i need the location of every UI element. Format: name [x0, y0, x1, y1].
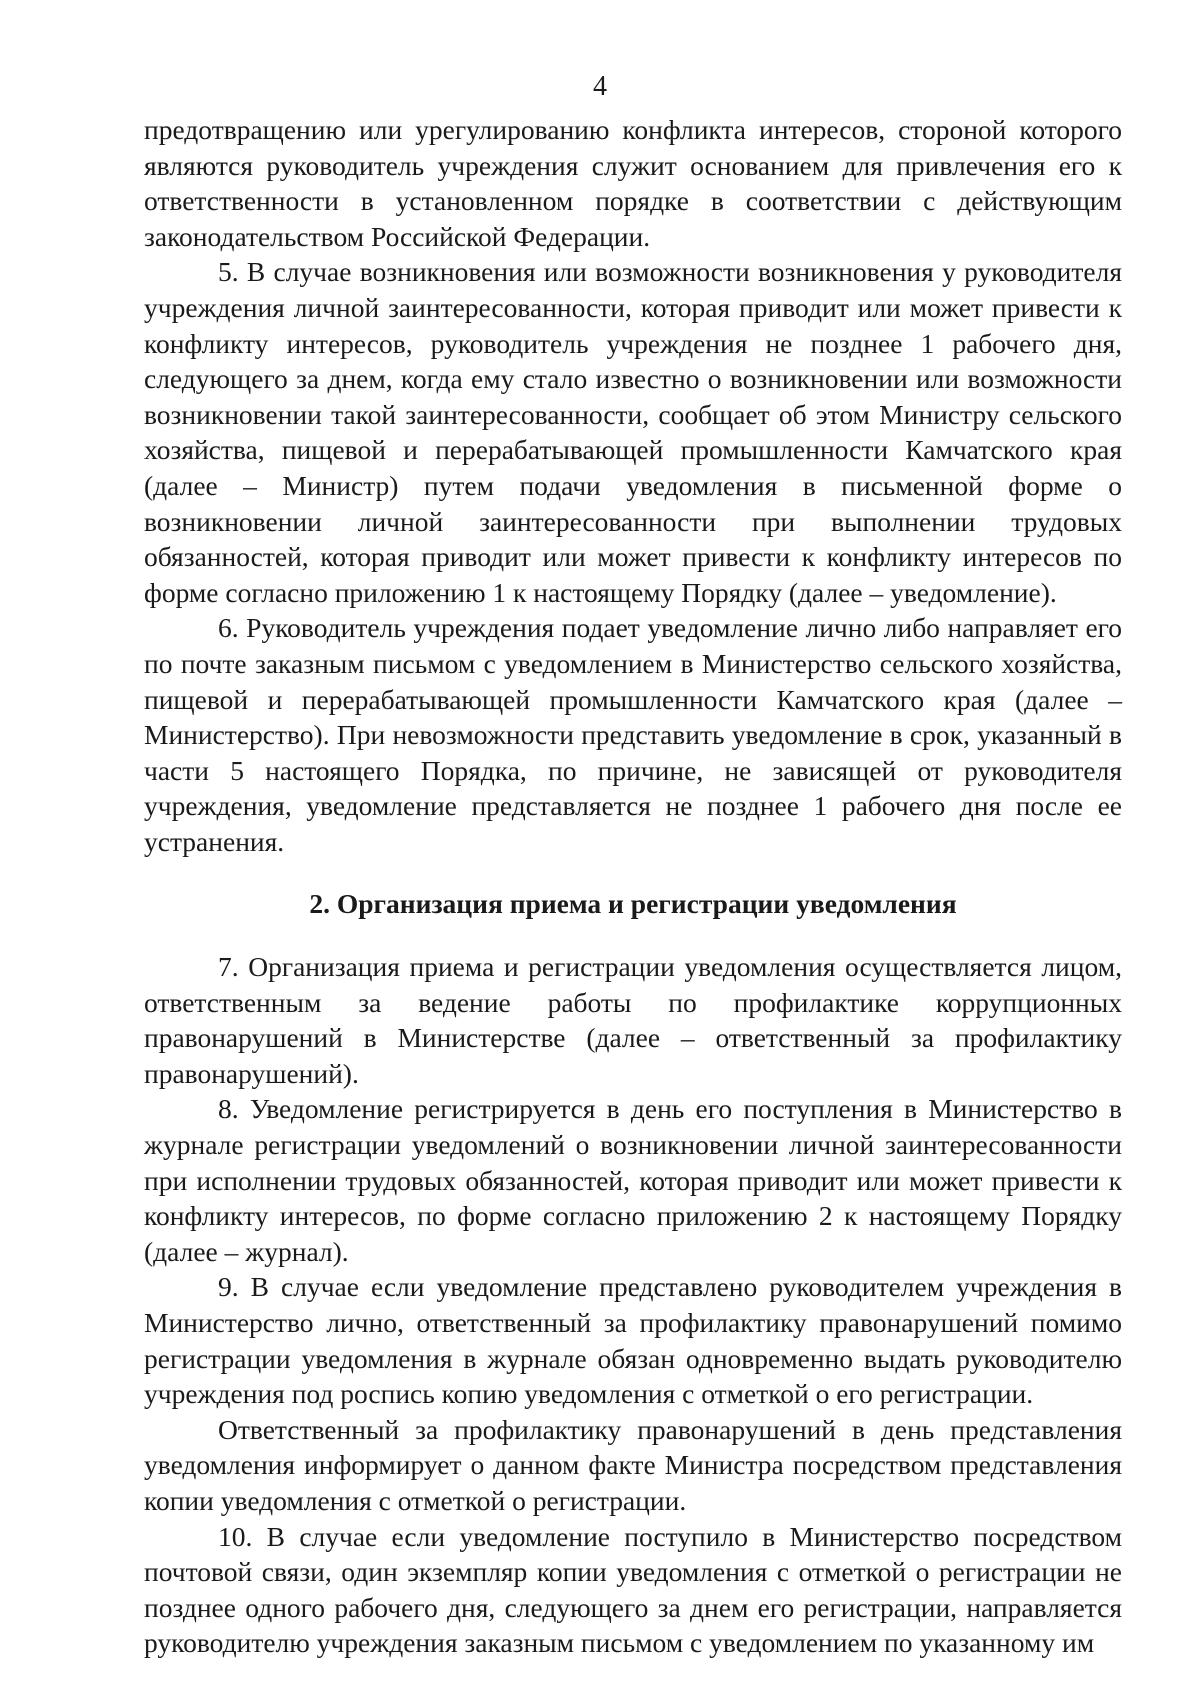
document-body	[144, 112, 1122, 1661]
paragraph-7: 7. Организация приема и регистрации уведомления осуществляется лицом, ответственным за ведение работы по профилактике коррупционных правонарушений в Министерстве (далее – ответственный за профилактику правонарушений).	[144, 951, 1122, 1089]
paragraph-10: 10. В случае если уведомление поступило в Министерство посредством почтовой связи, один экземпляр копии уведомления с отметкой о регистрации не позднее одного рабочего дня, следующего за днем его регистрации, направляется руководителю учреждения заказным письмом с уведомлением по указанному им	[144, 1520, 1122, 1659]
paragraph-9: 9. В случае если уведомление представлено руководителем учреждения в Министерство лично, ответственный за профилактику правонарушений помимо регистрации уведомления в журнале обязан одновременно выдать руководителю учреждения под роспись копию уведомления с отметкой о его регистрации.	[144, 1271, 1122, 1410]
paragraph-continuation: предотвращению или урегулированию конфликта интересов, стороной которого являются руководитель учреждения служит основанием для привлечения его к ответственности в установленном порядке в соответствии с действующим законодательством Российской Федерации.	[144, 114, 1122, 252]
section-heading: 2. Организация приема и регистрации уведомления	[309, 888, 957, 920]
paragraph-5: 5. В случае возникновения или возможности возникновения у руководителя учреждения личной заинтересованности, которая приводит или может привести к конфликту интересов, руководитель учреждения не позднее 1 рабочего дня, следующего за днем, когда ему стало известно о возникновении или возможности возникновении такой заинтересованности, сообщает об этом Министру сельского хозяйства, пищевой и перерабатывающей промышленности Камчатского края (далее – Министр) путем подачи уведомления в письменной форме о возникновении личной заинтересованности при выполнении трудовых обязанностей, которая приводит или может привести к конфликту интересов по форме согласно приложению 1 к настоящему Порядку (далее – уведомление).	[144, 256, 1122, 608]
page-number: 4	[593, 71, 607, 102]
paragraph-8: 8. Уведомление регистрируется в день его поступления в Министерство в журнале регистрации уведомлений о возникновении личной заинтересованности при исполнении трудовых обязанностей, которая приводит или может привести к конфликту интересов, по форме согласно приложению 2 к настоящему Порядку (далее – журнал).	[144, 1093, 1122, 1267]
paragraph-9-continued: Ответственный за профилактику правонарушений в день представления уведомления информирует о данном факте Министра посредством представления копии уведомления с отметкой о регистрации.	[144, 1413, 1122, 1516]
paragraph-6: 6. Руководитель учреждения подает уведомление лично либо направляет его по почте заказным письмом с уведомлением в Министерство сельского хозяйства, пищевой и перерабатывающей промышленности Камчатского края (далее – Министерство). При невозможности представить уведомление в срок, указанный в части 5 настоящего Порядка, по причине, не зависящей от руководителя учреждения, уведомление представляется не позднее 1 рабочего дня после ее устранения.	[144, 612, 1122, 857]
